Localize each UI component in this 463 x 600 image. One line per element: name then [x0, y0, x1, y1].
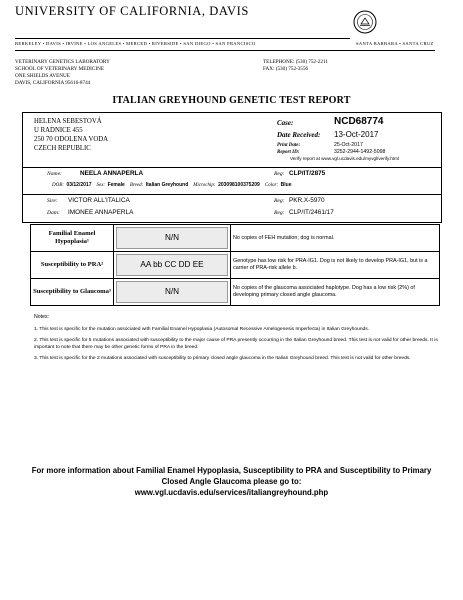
table-row — [31, 225, 440, 252]
date-received-label: Date Received: — [277, 131, 321, 139]
verify-report-link[interactable]: Verify report at www.vgl.ucdavis.edu/myvgl/verify.html — [290, 156, 399, 161]
lab-address-line: DAVIS, CALIFORNIA 95616-8744 — [15, 80, 91, 86]
result-value: N/N — [116, 227, 228, 249]
print-date-label: Print Date: — [277, 143, 301, 148]
dam-name: IMONEE ANNAPERLA — [68, 209, 134, 216]
microchip-value: 203098100375209 — [218, 182, 260, 188]
microchip-label: Microchip: — [193, 183, 216, 188]
owner-line: HELENA SEBESTOVÁ — [34, 118, 102, 125]
report-title: ITALIAN GREYHOUND GENETIC TEST REPORT — [112, 95, 351, 106]
dam-reg-label: Reg: — [274, 210, 285, 216]
campus-list: BERKELEY • DAVIS • IRVINE • LOS ANGELES • MERCED • RIVERSIDE • SAN DIEGO • SAN FRANCISCO — [15, 41, 256, 46]
owner-line: CZECH REPUBLIC — [34, 145, 91, 152]
campus-list-right: SANTA BARBARA • SANTA CRUZ — [356, 41, 434, 46]
date-received: 13-Oct-2017 — [334, 130, 379, 139]
result-value: AA bb CC DD EE — [116, 254, 228, 276]
result-cell — [114, 225, 231, 252]
lab-address-line: ONE SHIELDS AVENUE — [15, 73, 70, 79]
lab-telephone: TELEPHONE: (530) 752-2211 — [263, 59, 328, 65]
print-date: 25-Oct-2017 — [334, 142, 363, 148]
report-id-label: Report ID: — [277, 150, 300, 155]
dog-details — [52, 182, 291, 188]
test-name: Susceptibility to Glaucoma³ — [31, 279, 114, 306]
lab-fax: FAX: (530) 752-3556 — [263, 66, 309, 72]
notes-list — [34, 326, 438, 366]
test-name: Familial Enamel Hypoplasia¹ — [31, 225, 114, 252]
university-seal-icon — [353, 10, 377, 34]
dog-reg: CLP/IT/2875 — [289, 170, 326, 177]
results-table — [30, 224, 440, 306]
lab-address-line: SCHOOL OF VETERINARY MEDICINE — [15, 66, 105, 72]
dob-value: 03/12/2017 — [66, 182, 92, 188]
dog-name-label: Name: — [47, 171, 62, 177]
note-item: 1. This test is specific for the mutation associated with Familial Enamel Hypoplasia (Autosomal Recessive Amelogenesis Imperfecta) in Italian Greyhounds. — [34, 327, 370, 332]
lab-address-line: VETERINARY GENETICS LABORATORY — [15, 59, 110, 65]
owner-line: 250 70 ODOLENA VODA — [34, 136, 109, 143]
test-name: Susceptibility to PRA² — [31, 252, 114, 279]
case-label: Case: — [277, 119, 294, 127]
university-name: UNIVERSITY OF CALIFORNIA, DAVIS — [15, 4, 249, 18]
table-row — [31, 252, 440, 279]
sire-reg-label: Reg: — [274, 198, 285, 204]
breed-label: Breed: — [129, 183, 144, 188]
letterhead-rule-bottom — [15, 50, 435, 51]
lab-address — [15, 59, 110, 87]
dog-name: NEELA ANNAPERLA — [80, 170, 144, 177]
result-cell — [114, 279, 231, 306]
result-value: N/N — [116, 281, 228, 303]
sex-value: Female — [107, 182, 125, 188]
owner-address — [34, 117, 108, 153]
case-number: NCD68774 — [334, 116, 384, 127]
sire-reg: PKR.X-5970 — [289, 197, 325, 204]
color-label: Color: — [264, 183, 279, 188]
note-item: 3. This test is specific for the 2 mutations associated with susceptibility to primary closed angle glaucoma in the Italian Greyhound breed. This test is not valid for other breeds. — [34, 356, 411, 361]
dam-label: Dam: — [47, 210, 60, 216]
breed-value: Italian Greyhound — [145, 182, 189, 188]
report-id: 3252-2944-1492-5098 — [334, 149, 386, 155]
sex-label: Sex: — [96, 183, 106, 188]
interpretation: Genotype has low risk for PRA-IG1. Dog is not likely to develop PRA-IG1, but is a carrier of PRA-risk allele b. — [231, 252, 440, 279]
footer-line: Closed Angle Glaucoma please go to: — [161, 477, 302, 486]
lab-contact — [263, 59, 328, 73]
color-value: Blue — [280, 182, 292, 188]
dog-reg-label: Reg: — [274, 171, 285, 177]
letterhead-rule-top — [15, 38, 350, 39]
sire-label: Sire: — [47, 198, 58, 204]
interpretation: No copies of the glaucoma associated haplotype. Dog has a low risk (2%) of developing primary closed angle glaucoma. — [231, 279, 440, 306]
result-cell — [114, 252, 231, 279]
interpretation: No copies of FEH mutation; dog is normal. — [231, 225, 440, 252]
footer-line: For more information about Familial Enamel Hypoplasia, Susceptibility to PRA and Susceptibility to Primary — [31, 466, 432, 475]
dam-reg: CLP/IT/2461/17 — [289, 209, 334, 216]
owner-line: U RADNICE 455 — [34, 127, 83, 134]
note-item: 2. This test is specific for 5 mutations associated with susceptibility to the major cause of PRA presently occurring in the Italian Greyhound breed. This test is not valid for other breeds. It is important to note that there may be other genetic forms of PRA in the breed. — [34, 338, 438, 350]
footer-url-link[interactable]: www.vgl.ucdavis.edu/services/italiangreyhound.php — [134, 488, 329, 497]
footer-info — [0, 465, 463, 498]
sire-name: VICTOR ALL'ITALICA — [68, 197, 130, 204]
table-row — [31, 279, 440, 306]
dob-label: DOB: — [52, 183, 64, 188]
notes-heading: Notes: — [34, 314, 49, 320]
